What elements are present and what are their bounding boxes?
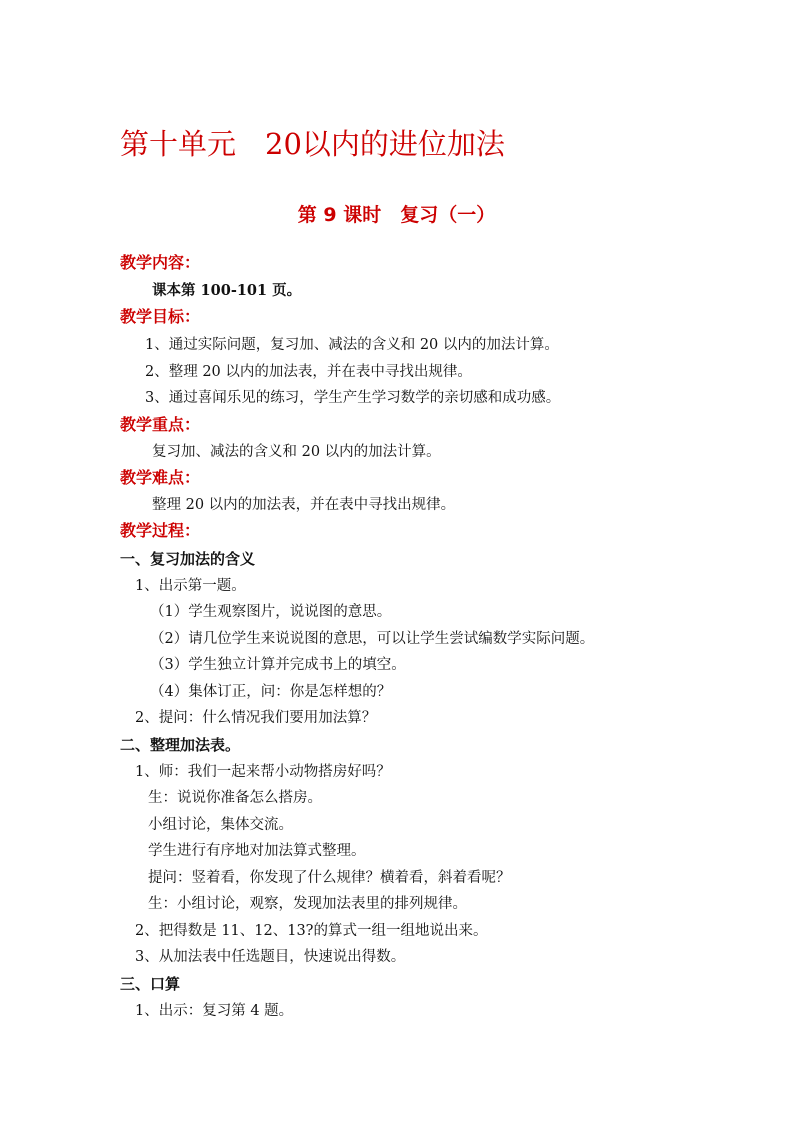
section-line: 1、师：我们一起来帮小动物搭房好吗？ [135, 764, 391, 780]
section-line: （3）学生独立计算并完成书上的填空。 [150, 657, 406, 673]
section-line: 生：说说你准备怎么搭房。 [148, 790, 322, 806]
section-line: （4）集体订正，问：你是怎样想的？ [150, 684, 392, 700]
section-heading: 二、整理加法表。 [120, 736, 241, 754]
goal-item: 2、整理 20 以内的加法表，并在表中寻找出规律。 [145, 364, 472, 380]
unit-title: 第十单元 20以内的进位加法 [120, 127, 505, 161]
section-line: （1）学生观察图片，说说图的意思。 [150, 604, 392, 620]
difficulty-heading: 教学难点： [120, 468, 201, 487]
section-heading: 一、复习加法的含义 [120, 550, 256, 568]
lesson-title: 第 9 课时 复习（一） [297, 204, 496, 226]
key-heading: 教学重点： [120, 415, 201, 434]
difficulty-text: 整理 20 以内的加法表，并在表中寻找出规律。 [152, 497, 456, 513]
goals-heading: 教学目标： [120, 307, 201, 326]
content-heading: 教学内容： [120, 253, 201, 272]
section-line: 提问：竖着看，你发现了什么规律？横着看，斜着看呢？ [148, 870, 511, 886]
key-text: 复习加、减法的含义和 20 以内的加法计算。 [152, 444, 441, 460]
section-line: 2、提问：什么情况我们要用加法算？ [135, 710, 377, 726]
section-line: （2）请几位学生来说说图的意思，可以让学生尝试编数学实际问题。 [150, 631, 595, 647]
section-line: 2、把得数是 11、12、13?的算式一组一组地说出来。 [135, 923, 488, 939]
goal-item: 3、通过喜闻乐见的练习，学生产生学习数学的亲切感和成功感。 [145, 390, 561, 406]
section-heading: 三、口算 [120, 975, 181, 993]
section-line: 1、出示：复习第 4 题。 [135, 1003, 294, 1019]
content-text: 课本第 100-101 页。 [152, 282, 302, 299]
section-line: 3、从加法表中任选题目，快速说出得数。 [135, 949, 406, 965]
goal-item: 1、通过实际问题，复习加、减法的含义和 20 以内的加法计算。 [145, 337, 559, 353]
section-line: 1、出示第一题。 [135, 578, 246, 594]
section-line: 小组讨论，集体交流。 [148, 817, 293, 833]
section-line: 学生进行有序地对加法算式整理。 [148, 843, 366, 859]
section-line: 生：小组讨论，观察，发现加法表里的排列规律。 [148, 896, 467, 912]
process-heading: 教学过程： [120, 521, 201, 540]
